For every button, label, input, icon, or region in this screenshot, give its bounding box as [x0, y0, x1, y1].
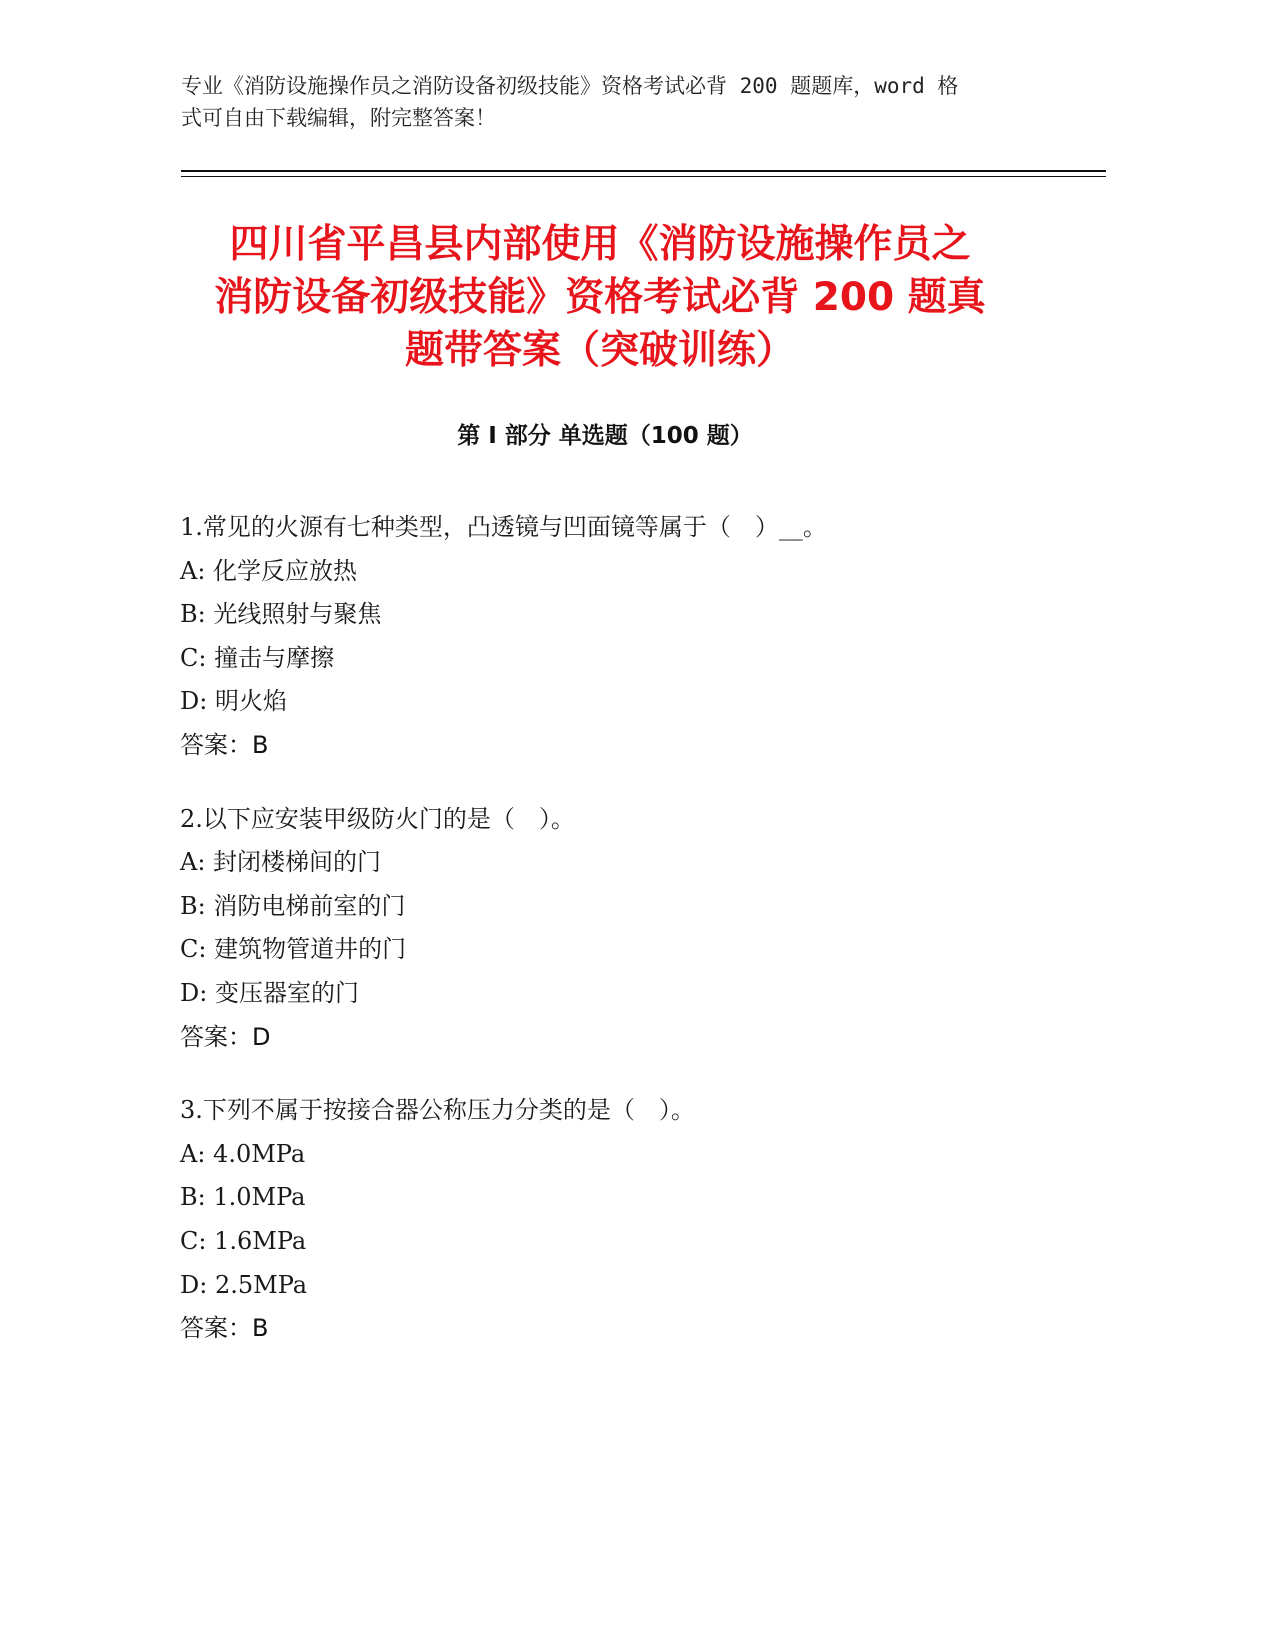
document-title-line-1: 四川省平昌县内部使用《消防设施操作员之 — [229, 222, 971, 267]
option-b: B: 消防电梯前室的门 — [180, 891, 406, 920]
option-d: D: 明火焰 — [180, 687, 287, 716]
document-title-line-2: 消防设备初级技能》资格考试必背 200 题真 — [214, 275, 986, 320]
answer-line: 答案：B — [180, 1314, 269, 1343]
answer-line: 答案：B — [180, 730, 269, 759]
question-stem: 1.常见的火源有七种类型，凸透镜与凹面镜等属于（ ）__。 — [180, 513, 827, 541]
question-item — [180, 1089, 1120, 1351]
header-divider-thick — [181, 170, 1106, 172]
document-title-line-3: 题带答案（突破训练） — [404, 328, 795, 373]
header-note-line-2: 式可自由下载编辑，附完整答案！ — [181, 106, 496, 130]
option-c: C: 撞击与摩擦 — [180, 643, 335, 672]
answer-line: 答案：D — [180, 1022, 271, 1051]
option-d: D: 2.5MPa — [180, 1270, 308, 1299]
option-a: A: 封闭楼梯间的门 — [180, 848, 382, 877]
question-item — [180, 798, 1120, 1060]
option-a: A: 4.0MPa — [180, 1139, 306, 1168]
question-stem: 2.以下应安装甲级防火门的是（ ）。 — [180, 804, 575, 833]
option-b: B: 光线照射与聚焦 — [180, 600, 382, 629]
header-note — [181, 70, 1061, 134]
header-note-line-1: 专业《消防设施操作员之消防设备初级技能》资格考试必背 200 题题库，word 格 — [181, 74, 959, 98]
question-item — [180, 506, 1120, 768]
section-heading: 第 I 部分 单选题（100 题） — [457, 423, 753, 449]
option-c: C: 建筑物管道井的门 — [180, 935, 407, 964]
option-a: A: 化学反应放热 — [180, 556, 358, 585]
option-c: C: 1.6MPa — [180, 1226, 307, 1255]
header-divider-thin — [181, 176, 1106, 177]
option-b: B: 1.0MPa — [180, 1183, 306, 1212]
question-list — [180, 506, 1120, 1381]
question-stem: 3.下列不属于按接合器公称压力分类的是（ ）。 — [180, 1096, 695, 1125]
option-d: D: 变压器室的门 — [180, 978, 359, 1007]
document-title — [150, 218, 1050, 377]
